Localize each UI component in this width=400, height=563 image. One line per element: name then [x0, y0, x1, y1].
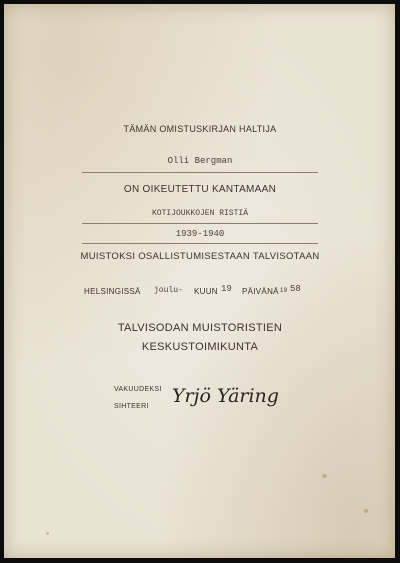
holder-heading: TÄMÄN OMISTUSKIRJAN HALTIJA: [123, 124, 277, 134]
holder-name-rule: [82, 172, 318, 173]
stain-spot: [46, 532, 49, 535]
date-line: [84, 285, 324, 299]
year-prefix: 19: [280, 288, 288, 294]
secretary-label: SIHTEERI: [114, 403, 149, 410]
stain-spot: [364, 509, 368, 513]
year-value: 58: [290, 284, 301, 294]
certificate-paper: [4, 4, 395, 558]
medal-name: KOTIJOUKKOJEN RISTIÄ: [151, 209, 248, 218]
medal-name-rule: [82, 223, 318, 224]
entitled-text: ON OIKEUTETTU KANTAMAAN: [123, 184, 277, 195]
medal-years-rule: [82, 243, 318, 244]
day-value: 19: [221, 284, 232, 294]
stain-spot: [322, 474, 327, 478]
day-label: PÄIVÄNÄ: [242, 287, 279, 296]
holder-name: Olli Bergman: [167, 156, 233, 166]
month-value: joulu-: [154, 286, 183, 295]
organization-line-1: TALVISODAN MUISTORISTIEN: [117, 322, 283, 334]
secretary-signature: Yrjö Yäring: [172, 385, 279, 407]
medal-years: 1939-1940: [175, 229, 225, 239]
organization-line-2: KESKUSTOIMIKUNTA: [141, 341, 259, 353]
place-label: HELSINGISSÄ: [84, 287, 141, 296]
verified-label: VAKUUDEKSI: [114, 386, 162, 393]
month-suffix-label: KUUN: [194, 287, 218, 296]
remembrance-text: MUISTOKSI OSALLISTUMISESTAAN TALVISOTAAN: [80, 251, 320, 262]
